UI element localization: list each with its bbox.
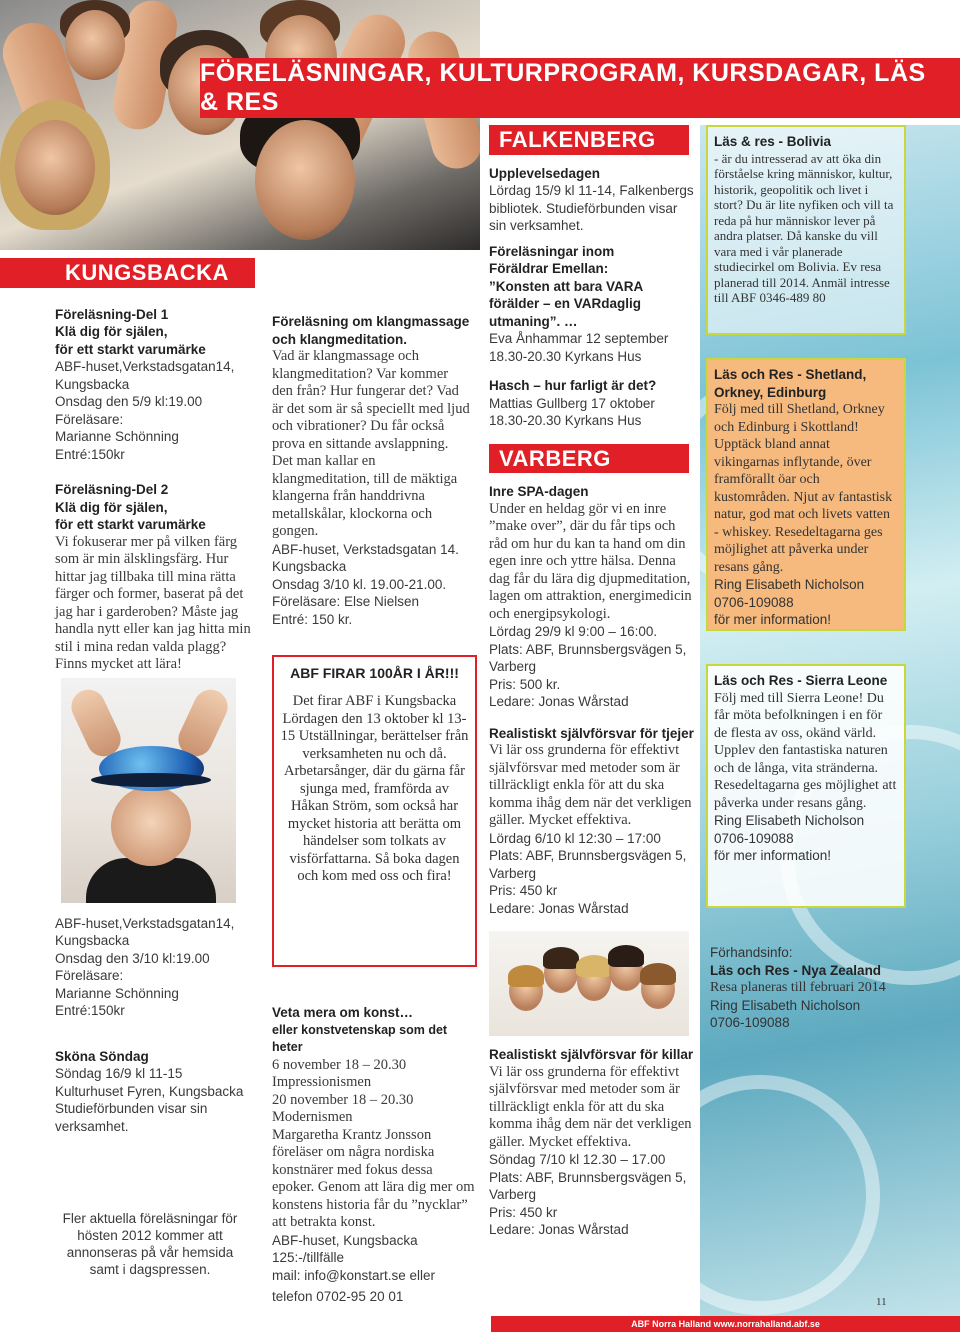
hasch-time: 18.30-20.30 Kyrkans Hus [489, 413, 642, 428]
sierra-box [706, 664, 906, 908]
footer-bar: ABF Norra Halland www.norrahalland.abf.se [491, 1316, 960, 1332]
spa-date: Lördag 29/9 kl 9:00 – 16:00. [489, 624, 658, 639]
nyzeeland-block [710, 944, 910, 1032]
killar-price: Pris: 450 kr [489, 1204, 558, 1220]
tjejer-price: Pris: 450 kr [489, 883, 558, 898]
del2-subtitle1: Klä dig för själen, [55, 499, 168, 515]
nyzeeland-text: Resa planeras till februari 2014 [710, 980, 886, 995]
del2-lecturer-label: Föreläsare: [55, 968, 124, 983]
nyzeeland-title: Läs och Res - Nya Zealand [710, 962, 882, 978]
hasch-who: Mattias Gullberg 17 oktober [489, 395, 655, 411]
shetland-box [706, 358, 906, 631]
sondag-place: Kulturhuset Fyren, Kungsbacka [55, 1083, 244, 1099]
sondag-date: Söndag 16/9 kl 11-15 [55, 1066, 183, 1081]
del1-fee: Entré:150kr [55, 446, 125, 462]
sierra-contact: Ring Elisabeth Nicholson [714, 813, 865, 828]
del2-text: Vi fokuserar mer på vilken färg som är min älsklingsfärg. Hur hittar jag tillbaka till mina rätta färger och former, baserat på det jag har i garderoben? Måste jag handla nytt eller kan jag hitta min stil i mina redan valda plagg? Finns mycket att lära! [55, 533, 251, 672]
sierra-text: Följ med till Sierra Leone! Du får möta befolkningen i en för de flesta av oss, okänd värld. Upplev den fantastiska naturen och de långa, vita stränderna. Resedeltagarna ges möjlighet att påverka under resans gång. [714, 690, 897, 811]
konst-fee: 125:-/tillfälle [272, 1250, 345, 1265]
sierra-phone: 0706-109088 [714, 830, 794, 846]
fe-time: 18.30-20.30 Kyrkans Hus [489, 348, 642, 364]
upp-text: Lördag 15/9 kl 11-14, Falkenbergs bibliotek. Studieförbunden visar sin verksamhet. [489, 183, 694, 233]
sierra-title: Läs och Res - Sierra Leone [714, 673, 888, 688]
lecturer-portrait [61, 678, 236, 903]
killar-leader: Ledare: Jonas Wårstad [489, 1222, 629, 1237]
bolivia-title: Läs & res - Bolivia [714, 134, 832, 149]
klang-title: Föreläsning om klangmassage och klangmeditation. [272, 314, 470, 347]
killar-place: Plats: ABF, Brunnsbergsvägen 5, Varberg [489, 1169, 687, 1202]
falkenberg-varberg-section [489, 125, 694, 1253]
bolivia-text: - är du intresserad av att öka din förståelse kring människor, kultur, historik, geopolitik och livet i stort? Du är lite nyfiken och vill ta reda på hur människor lever på andra platser. Då kanske du vill vara med i vår planerade studiecirkel om Bolivia. Ev resa planerad till 2014. Anmäl intresse till ABF 0346-489 80 [714, 150, 894, 305]
killar-title: Realistiskt självförsvar för killar [489, 1047, 694, 1062]
shetland-title: Läs och Res - Shetland, Orkney, Edinburg [714, 367, 867, 400]
nyzeeland-phone: 0706-109088 [710, 1015, 790, 1030]
kungsbacka-heading: KUNGSBACKA [0, 258, 255, 288]
kungsbacka-note: Fler aktuella föreläsningar för hösten 2012 kommer att annonseras på vår hemsida samt i dagspressen. [62, 1211, 238, 1277]
team-photo [489, 931, 689, 1036]
klang-text: Vad är klangmassage och klangmeditation? Var kommer den från? Hur fungerar det? Vad är det som är så speciellt med ljud och vibrationer? Du får också prova en sittande avslappning. Det man kallar en klangmeditation, till de mäktiga klangerna från handdrivna metallskålar, klockorna och gongen. [272, 348, 470, 539]
del2-title: Föreläsning-Del 2 [55, 482, 169, 497]
sierra-more: för mer information! [714, 848, 832, 863]
konst-section [272, 1004, 477, 1306]
del1-subtitle2: för ett starkt varumärke [55, 341, 206, 357]
tjejer-text: Vi lär oss grunderna för effektivt självförsvar med metoder som är tillräckligt enkla för att du ska komma ihåg dem när det verkligen gäller. Mycket effektiva. [489, 742, 692, 828]
konst-t1: Impressionismen [272, 1074, 372, 1090]
del1-subtitle1: Klä dig för själen, [55, 324, 168, 339]
abf-100-box [272, 655, 477, 967]
del1-title: Föreläsning-Del 1 [55, 306, 169, 322]
klang-lecturer: Föreläsare: Else Nielsen [272, 594, 420, 609]
del1-date: Onsdag den 5/9 kl:19.00 [55, 394, 203, 409]
nyzeeland-pre: Förhandsinfo: [710, 945, 793, 960]
del1-lecturer-label: Föreläsare: [55, 411, 124, 427]
konst-mail: mail: info@konstart.se eller [272, 1267, 436, 1283]
shetland-contact: Ring Elisabeth Nicholson [714, 577, 865, 592]
del2-lecturer: Marianne Schönning [55, 985, 179, 1001]
abf-100-title: ABF FIRAR 100ÅR I ÅR!!! [290, 665, 459, 681]
fe-title2: Föräldrar Emellan: [489, 261, 609, 276]
kungsbacka-section [55, 258, 255, 1149]
abf-100-text: Det firar ABF i Kungsbacka Lördagen den 13 oktober kl 13-15 Utställningar, berättelser från verksamheten nu och då. Arbetarsånger, där du gärna får sjunga med, framförda av Håkan Ström, som också har mycket historia att berätta om händelser som tolkats av visförfattarna. Så boka dagen och kom med oss och fira! [280, 693, 469, 884]
sondag-title: Sköna Söndag [55, 1048, 149, 1064]
spa-price: Pris: 500 kr. [489, 676, 561, 692]
upp-title: Upplevelsedagen [489, 165, 601, 181]
fe-who: Eva Ånhammar 12 september [489, 331, 669, 346]
konst-title1: Veta mera om konst… [272, 1005, 414, 1020]
konst-text: Margaretha Krantz Jonsson föreläser om några nordiska konstnärer med fokus dessa epoker. Genom att lära dig mer om konstens historia får du ”nycklar” att betrakta konst. [272, 1126, 475, 1230]
killar-date: Söndag 7/10 kl 12.30 – 17.00 [489, 1152, 666, 1167]
del2-subtitle2: för ett starkt varumärke [55, 517, 206, 532]
spa-place: Plats: ABF, Brunnsbergsvägen 5, Varberg [489, 641, 687, 674]
del1-lecturer: Marianne Schönning [55, 429, 179, 444]
del2-place: ABF-huset,Verkstadsgatan14, Kungsbacka [55, 915, 235, 948]
konst-d1: 6 november 18 – 20.30 [272, 1056, 407, 1073]
tjejer-date: Lördag 6/10 kl 12:30 – 17:00 [489, 830, 661, 846]
shetland-text: Följ med till Shetland, Orkney och Edinburg i Skottland! Upptäck bland annat vikingarnas inflytande, över framförallt öar och kustområden. Njut av fantastisk natur, god mat och livets vatten - whiskey. Resedeltagarna ges möjlighet att påverka under resans gång. [714, 402, 893, 575]
klang-fee: Entré: 150 kr. [272, 611, 353, 627]
page-number: 11 [876, 1296, 887, 1308]
fe-title3: ”Konsten att bara VARA förälder – en VARdaglig utmaning”. … [489, 278, 643, 329]
killar-text: Vi lär oss grunderna för effektivt självförsvar med metoder som är tillräckligt enkla för att du ska komma ihåg dem när det verkligen gäller. Mycket effektiva. [489, 1063, 692, 1150]
varberg-heading: VARBERG [489, 444, 689, 474]
del2-date: Onsdag den 3/10 kl:19.00 [55, 950, 210, 966]
bolivia-box [706, 125, 906, 335]
fe-title1: Föreläsningar inom [489, 243, 615, 259]
del1-place: ABF-huset,Verkstadsgatan14, Kungsbacka [55, 359, 235, 392]
shetland-more: för mer information! [714, 612, 832, 627]
spa-title: Inre SPA-dagen [489, 484, 589, 499]
klang-section [272, 313, 472, 628]
shetland-phone: 0706-109088 [714, 594, 794, 610]
klang-place: ABF-huset, Verkstadsgatan 14. Kungsbacka [272, 541, 459, 574]
crowd-photo [0, 0, 480, 250]
tjejer-title: Realistiskt självförsvar för tjejer [489, 725, 694, 741]
sondag-info: Studieförbunden visar sin verksamhet. [55, 1101, 208, 1134]
del2-fee: Entré:150kr [55, 1003, 125, 1018]
spa-text: Under en heldag gör vi en inre ”make over”, där du får tips och råd om hur du kan ta hand om din egen inre och yttre hälsa. Denna dag får du lära dig djupmeditation, lagen om attraktion, energimedicin och energipsykologi. [489, 500, 692, 622]
spa-leader: Ledare: Jonas Wårstad [489, 694, 629, 709]
konst-phone: telefon 0702-95 20 01 [272, 1289, 404, 1304]
tjejer-place: Plats: ABF, Brunnsbergsvägen 5, Varberg [489, 848, 687, 881]
tjejer-leader: Ledare: Jonas Wårstad [489, 900, 629, 916]
konst-t2: Modernismen [272, 1109, 353, 1125]
klang-date: Onsdag 3/10 kl. 19.00-21.00. [272, 576, 447, 592]
konst-d2: 20 november 18 – 20.30 [272, 1091, 414, 1108]
konst-place: ABF-huset, Kungsbacka [272, 1232, 418, 1248]
nyzeeland-contact: Ring Elisabeth Nicholson [710, 997, 861, 1013]
page-headline: FÖRELÄSNINGAR, KULTURPROGRAM, KURSDAGAR, LÄS & RES [200, 58, 960, 118]
falkenberg-heading: FALKENBERG [489, 125, 689, 155]
konst-title2: eller konstvetenskap som det heter [272, 1022, 448, 1054]
hasch-title: Hasch – hur farligt är det? [489, 378, 657, 393]
